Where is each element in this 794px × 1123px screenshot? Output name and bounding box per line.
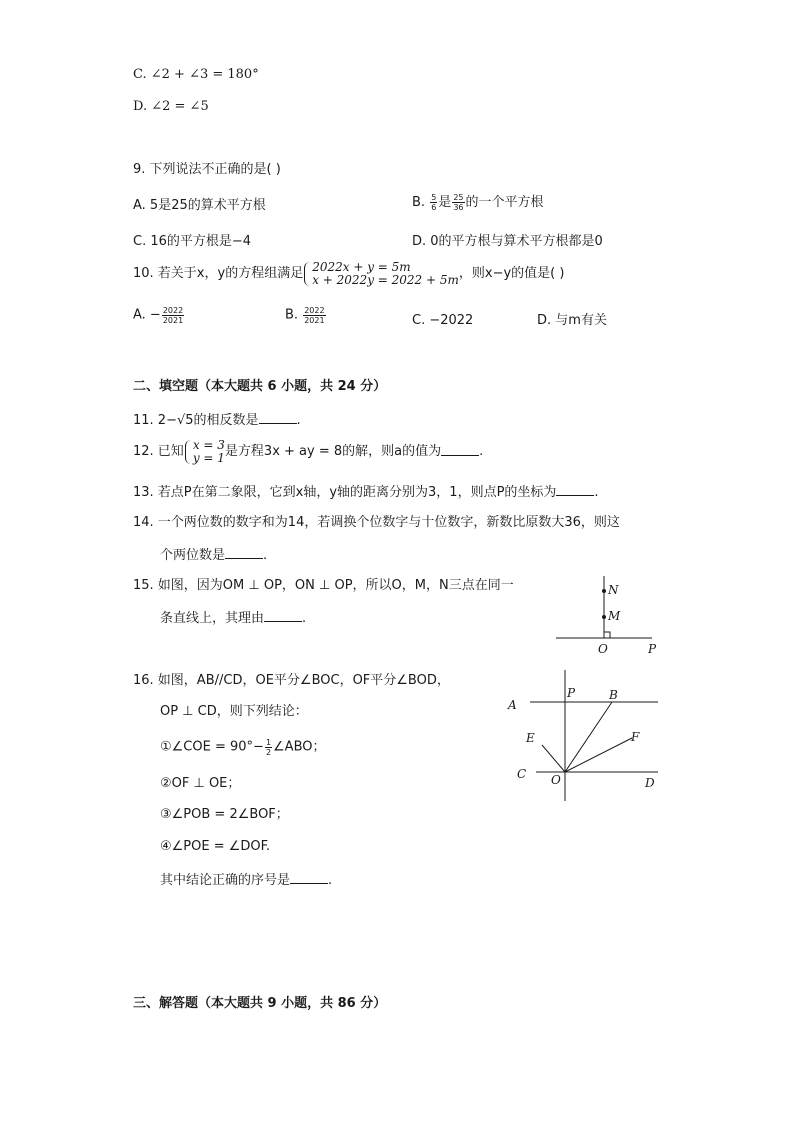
q16-line-1: 16. 如图，AB//CD，OE平分∠BOC，OF平分∠BOD， (133, 673, 450, 688)
fraction-denominator: 36 (453, 203, 464, 212)
q12-suffix: 是方程3x + ay = 8的解，则a的值为 (224, 444, 442, 459)
answer-blank (556, 483, 594, 496)
q10-equation-2: x + 2022y = 2022 + 5m (312, 273, 459, 287)
q10-option-a-label: A. − (133, 307, 161, 323)
q15-line-1: 15. 如图，因为OM ⊥ OP，ON ⊥ OP，所以O，M，N三点在同一 (133, 578, 514, 593)
q9-stem: 9. 下列说法不正确的是( ) (133, 162, 281, 177)
answer-blank (441, 443, 479, 456)
answer-blank (264, 609, 302, 622)
q16-figure (500, 665, 670, 805)
q10-option-c: C. −2022 (412, 313, 474, 328)
q9-option-b-label: B. (412, 195, 426, 210)
q16-ask-text: 其中结论正确的序号是 (160, 873, 291, 888)
q9-option-b (412, 193, 544, 212)
label-c: C (517, 767, 527, 781)
point-m (602, 615, 606, 619)
label-a: A (508, 698, 517, 712)
q9-option-a: A. 5是25的算术平方根 (133, 198, 266, 213)
answer-blank (259, 411, 297, 424)
label-p: P (567, 686, 576, 700)
q16-c1-prefix: ①∠COE = 90°− (160, 739, 264, 755)
q14-line-2 (160, 546, 267, 565)
q16-c1-fraction (265, 738, 272, 757)
q8-option-c: C. ∠2 + ∠3 = 180° (133, 67, 259, 82)
fraction-denominator: 2 (265, 748, 272, 757)
q16-conclusion-3: ③∠POB = 2∠BOF； (160, 807, 289, 822)
fraction-numerator: 25 (453, 193, 464, 202)
label-o: O (598, 642, 608, 656)
q12-prefix: 12. 已知 (133, 444, 184, 459)
q16-conclusion-1 (160, 738, 326, 757)
q9-option-c: C. 16的平方根是−4 (133, 234, 252, 249)
q8-option-d: D. ∠2 = ∠5 (133, 99, 209, 114)
q12-end: . (479, 444, 484, 459)
q10-equation-1: 2022x + y = 5m (312, 260, 411, 274)
q14-end: . (263, 548, 268, 563)
q16-conclusion-2: ②OF ⊥ OE； (160, 776, 241, 791)
label-m: M (608, 609, 621, 623)
q13-text: 13. 若点P在第二象限，它到x轴，y轴的距离分别为3，1，则点P的坐标为 (133, 485, 557, 500)
section-3-title: 三、解答题（本大题共 9 小题，共 86 分） (133, 996, 387, 1011)
fraction-numerator: 5 (431, 193, 437, 202)
q15-line-2-text: 条直线上，其理由 (160, 611, 265, 626)
label-o: O (551, 773, 561, 787)
q10-suffix: ，则x−y的值是( ) (458, 266, 565, 281)
label-d: D (645, 776, 655, 790)
q10-equation-system (303, 261, 459, 287)
ray-ob (565, 702, 612, 772)
q11-end: . (296, 413, 301, 428)
fraction-denominator: 6 (431, 203, 437, 212)
q12 (133, 439, 483, 465)
q9-option-d: D. 0的平方根与算术平方根都是0 (412, 234, 603, 249)
q12-equation-2: y = 1 (192, 451, 225, 465)
q10-option-d: D. 与m有关 (537, 313, 607, 328)
q12-equation-system (184, 439, 225, 465)
q16-ask (160, 871, 332, 890)
q11-text: 11. 2−√5的相反数是 (133, 413, 259, 428)
q16-end: . (328, 873, 333, 888)
q9-option-b-fraction-2 (452, 193, 464, 212)
fraction-denominator: 2021 (162, 316, 184, 325)
q10-option-b-fraction (303, 306, 325, 325)
q15-figure (550, 572, 665, 660)
point-n (602, 589, 606, 593)
q10-prefix: 10. 若关于x，y的方程组满足 (133, 266, 304, 281)
q11 (133, 411, 301, 430)
q14-line-2-text: 个两位数是 (160, 548, 226, 563)
q15-end: . (302, 611, 307, 626)
q13 (133, 483, 599, 502)
q16-c1-suffix: ∠ABO； (273, 739, 326, 755)
q15-line-2 (160, 609, 306, 628)
label-n: N (608, 583, 619, 597)
q9-option-b-mid: 是 (438, 195, 452, 210)
q12-equation-1: x = 3 (192, 438, 225, 452)
fraction-numerator: 1 (265, 738, 272, 747)
fraction-numerator: 2022 (304, 306, 325, 315)
label-e: E (526, 731, 535, 745)
label-f: F (631, 730, 640, 744)
q13-end: . (594, 485, 599, 500)
q10-option-b-label: B. (285, 307, 299, 323)
label-p: P (648, 642, 657, 656)
right-angle-mark (604, 632, 610, 638)
answer-blank (290, 871, 328, 884)
section-2-title: 二、填空题（本大题共 6 小题，共 24 分） (133, 379, 387, 394)
q14-line-1: 14. 一个两位数的数字和为14，若调换个位数字与十位数字，新数比原数大36，则这 (133, 515, 620, 530)
fraction-numerator: 2022 (162, 306, 184, 315)
q10-stem (133, 261, 564, 287)
q10-option-b (285, 306, 327, 325)
answer-blank (225, 546, 263, 559)
q9-option-b-fraction-1 (430, 193, 437, 212)
q16-conclusion-4: ④∠POE = ∠DOF. (160, 839, 271, 854)
ray-oe (542, 745, 565, 772)
fraction-denominator: 2021 (304, 316, 325, 325)
q16-line-2: OP ⊥ CD，则下列结论： (160, 704, 308, 719)
q9-option-b-suffix: 的一个平方根 (465, 195, 544, 210)
q10-option-a (133, 306, 185, 325)
ray-of (565, 738, 632, 772)
q10-option-a-fraction (162, 306, 184, 325)
label-b: B (609, 688, 618, 702)
